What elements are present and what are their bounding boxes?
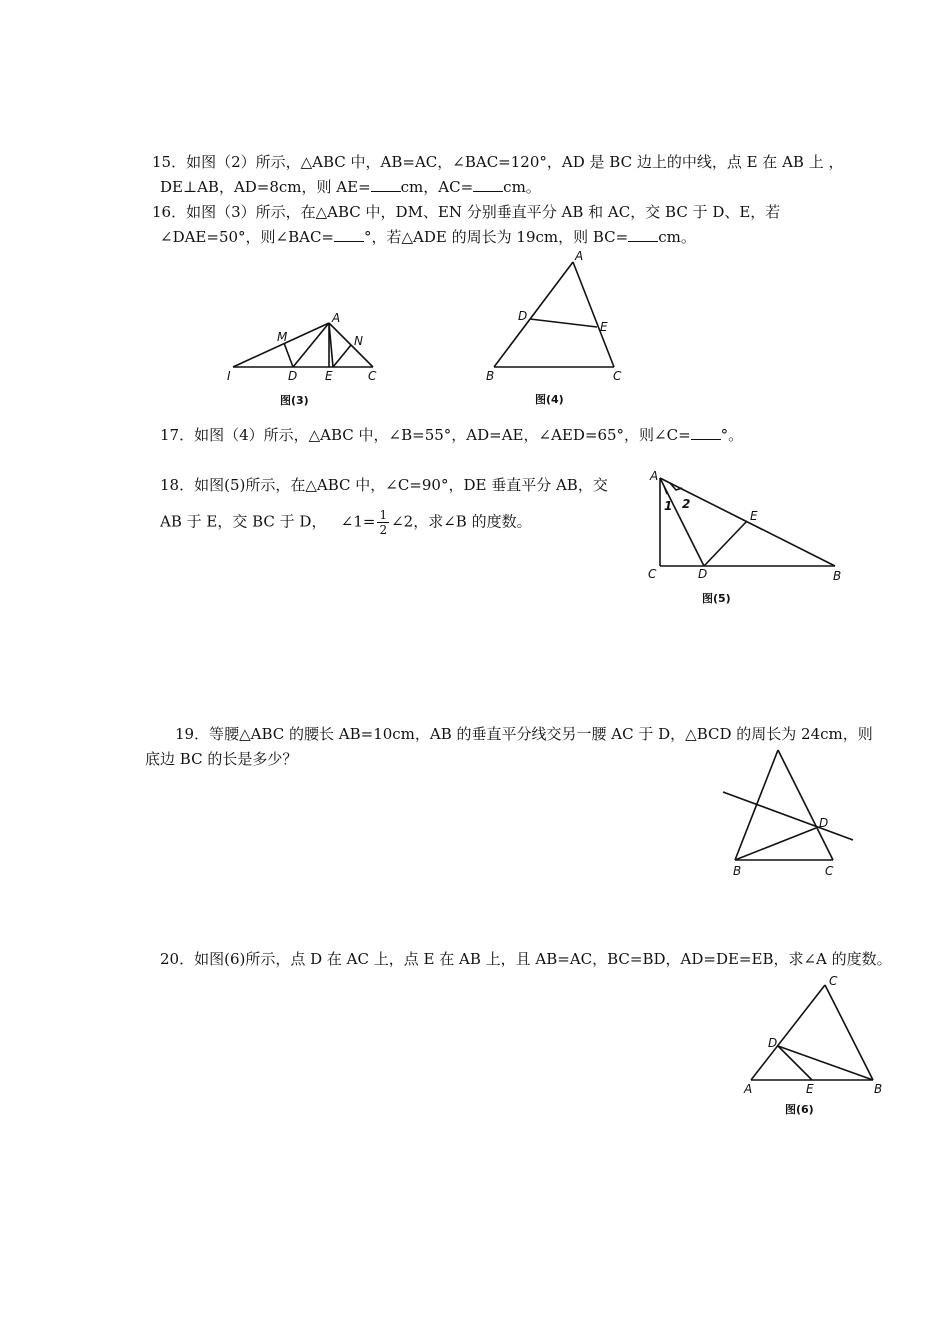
fig5-caption: 图(5) [702,592,731,605]
figure-3 [225,310,395,410]
fig4-label-c: C [613,369,622,383]
fig4-caption: 图(4) [535,393,564,406]
q15-text-c: cm。 [503,178,541,196]
fig5-label-e: E [750,509,758,523]
q18-fraction [377,508,389,537]
fig5-label-2: 2 [682,497,691,511]
fig3-label-n: N [354,334,363,348]
q16-text-a: ∠DAE=50°，则∠BAC= [160,228,335,246]
fig5-label-1: 1 [664,499,673,513]
q17-text-a: 17．如图（4）所示，△ABC 中，∠B=55°，AD=AE，∠AED=65°，则∠C= [160,426,691,444]
fig3-label-c: C [368,369,377,383]
q16-blank-bac [334,227,364,242]
q18-text-c: ∠2，求∠B 的度数。 [391,512,532,531]
q16-text-b: °，若△ADE 的周长为 19cm，则 BC= [364,228,629,246]
fig6-caption: 图(6) [785,1103,814,1116]
figure-19 [715,745,865,885]
q15-blank-ac [473,177,503,192]
fig5-label-d: D [698,567,708,581]
fig6-label-c: C [829,974,838,988]
fig19-label-d: D [819,816,829,830]
q15-text-b: cm，AC= [400,178,474,196]
q20-line1: 20．如图(6)所示，点 D 在 AC 上，点 E 在 AB 上，且 AB=AC，BC=BD，AD=DE=EB，求∠A 的度数。 [160,950,892,968]
q18-line1: 18．如图(5)所示，在△ABC 中，∠C=90°，DE 垂直平分 AB，交 [160,476,608,494]
fig19-label-b: B [733,864,742,878]
figure-6 [735,975,895,1125]
q18-frac-den: 2 [379,523,388,537]
q18-line2 [160,508,532,537]
q15-blank-ae [371,177,401,192]
figure-5 [640,468,860,608]
q16-line2 [160,227,696,247]
fig6-label-e: E [806,1082,814,1096]
q16-line1: 16．如图（3）所示，在△ABC 中，DM、EN 分别垂直平分 AB 和 AC，交 BC 于 D、E，若 [152,203,781,221]
q17-blank-c [691,425,721,440]
fig3-label-i: I [227,369,231,383]
fig3-label-a: A [332,311,341,325]
q18-text-b: ∠1= [340,512,376,531]
q15-text-a: DE⊥AB，AD=8cm，则 AE= [160,178,371,196]
fig6-label-a: A [744,1082,753,1096]
fig5-label-c: C [648,567,657,581]
q17-line [160,425,743,445]
fig5-label-b: B [833,569,842,583]
fig4-label-d: D [518,309,528,323]
q17-text-b: °。 [720,426,744,444]
fig6-label-b: B [874,1082,883,1096]
fig4-label-a: A [575,249,584,263]
q18-text-a: AB 于 E，交 BC 于 D， [160,512,327,531]
fig6-label-d: D [768,1036,778,1050]
fig4-label-e: E [600,320,608,334]
fig5-label-a: A [650,469,659,483]
fig3-label-m: M [277,330,288,344]
fig19-label-c: C [825,864,834,878]
fig4-label-b: B [486,369,495,383]
q16-text-c: cm。 [658,228,696,246]
figure-4 [480,250,630,410]
q16-blank-bc [628,227,658,242]
fig3-label-e: E [325,369,333,383]
q18-frac-num: 1 [379,508,388,522]
q15-line1: 15．如图（2）所示，△ABC 中，AB=AC，∠BAC=120°，AD 是 BC 边上的中线，点 E 在 AB 上 ， [152,153,844,171]
q19-line2: 底边 BC 的长是多少？ [145,750,298,768]
fig3-caption: 图(3) [280,394,309,407]
q19-line1: 19．等腰△ABC 的腰长 AB=10cm，AB 的垂直平分线交另一腰 AC 于 D，△BCD 的周长为 24cm，则 [175,725,873,743]
q15-line2 [160,177,541,197]
fig3-label-d: D [288,369,298,383]
